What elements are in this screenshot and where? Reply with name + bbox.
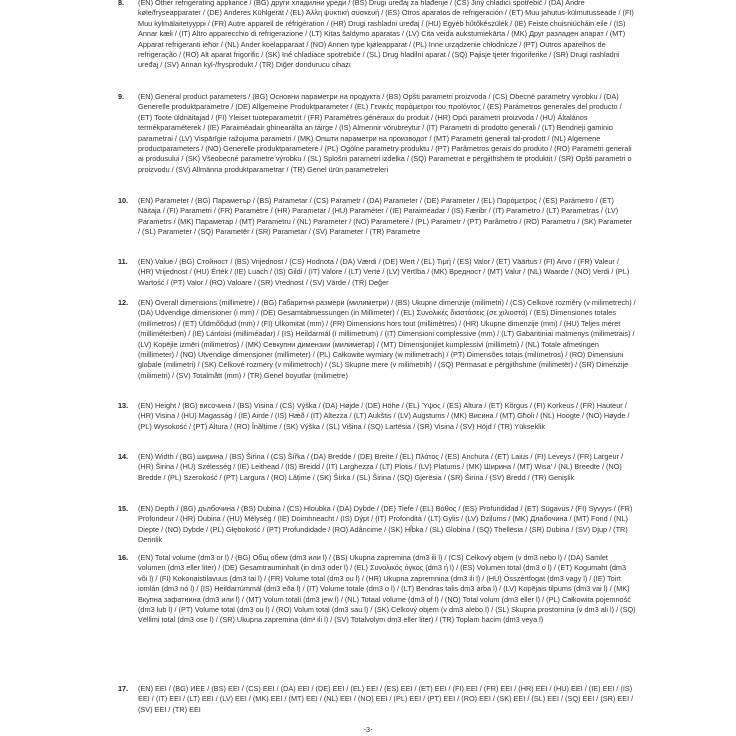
list-item (104, 504, 636, 546)
item-text: (EN) Overall dimensions (millimetre) / (BG) Габаритни размери (милиметри) / (BS) Ukupne dimenzije (milimetri) / (CS) Celkové rozměry (v milimetrech) / (DA) Udvendige dimensioner (i mm) / (DE) Gesamtabmessungen (in Millimeter) / (EL) Συνολικές διαστάσεις (σε χιλιοστά) / (ES) Dimensiones totales (milímetros) / (ET) Üldmõõdud (mm) / (FI) Ulkomitat (mm) / (FR) Dimensions hors tout (millimètres) / (HR) Ukupne dimenzije (mm) / (HU) Teljes méret (milliméterben) / (IE) Lántoisi (milliméadar) / (IS) Heildarmál (í millimetrum) / (IT) Dimensioni complessive (mm) / (LT) Gabaritiniai matmenys (milimetrais) / (LV) Kopējie izmēri (milimetros) / (MK) Севкупни димензии (милиметар) / (MT) Dimensjonijiet kumplessivi (millimetri) / (NL) Totale afmetingen (millimeter) / (NO) Utvendige dimensjoner (millimeter) / (PL) Całkowite wymiary (w milimetrach) / (PT) Dimensões totais (milímetros) / (RO) Dimensiuni globale (milimetri) / (SK) Celkové rozmery (v milimetroch) / (SL) Skupne mere (v milimetrih) / (SQ) Përmasat e përgjithshme (milimetër) / (SR) Dimenzije (milimetri) / (SV) Totalmått (mm) / (TR) Genel boyutlar (milimetre) (138, 298, 636, 380)
list-item (104, 401, 636, 432)
list-item (104, 553, 636, 626)
list-item (104, 257, 636, 288)
list-item (104, 196, 636, 238)
item-text: (EN) EEI / (BG) ИЕЕ / (BS) EEI / (CS) EEI / (DA) EEI / (DE) EEI / (EL) EEI / (ES) EEI / (ET) EEI / (FI) EEI / (FR) EEI / (HR) EEI / (HU) EEI / (IE) EEI / (IS) EEI / (IT) EEI / (LT) EEI / (LV) EEI / (MK) EEI / (MT) EEI / (NL) EEI / (NO) EEI / (PL) EEI / (PT) EEI / (RO) EEI / (SK) EEI / (SL) EEI / (SQ) EEI / (SR) EEI / (SV) EEI / (TR) EEI (138, 684, 634, 714)
item-text: (EN) Width / (BG) ширина / (BS) Širina / (CS) Šířka / (DA) Bredde / (DE) Breite / (EL) Πλάτος / (ES) Anchura / (ET) Laius / (FI) Leveys / (FR) Largeur / (HR) Širina / (HU) Szélesség / (IE) Leithead / (IS) Breidd / (IT) Larghezza / (LT) Plotis / (LV) Platums / (MK) Ширина / (MT) Wisa' / (NL) Breedte / (NO) Bredde / (PL) Szerokość / (PT) Largura / (RO) Lățime / (SK) Šírka / (SL) Širina / (SQ) Gjerësia / (SR) Širina / (SV) Bredd / (TR) Genişlik (138, 452, 624, 482)
item-number: 13. (118, 401, 129, 410)
item-number: 8. (118, 0, 125, 7)
item-text: (EN) Height / (BG) височина / (BS) Visina / (CS) Výška / (DA) Højde / (DE) Höhe / (EL) Ύψος / (ES) Altura / (ET) Kõrgus / (FI) Korkeus / (FR) Hauteur / (HR) Visina / (HU) Magasság / (IE) Airde / (IS) Hæð / (IT) Altezza / (LT) Aukštis / (LV) Augstums / (MK) Висина / (MT) Għoli / (NL) Hoogte / (NO) Høyde / (PL) Wysokość / (PT) Altura / (RO) Înălțime / (SK) Výška / (SL) Višina / (SQ) Lartësia / (SR) Visina / (SV) Höjd / (TR) Yükseklik (138, 401, 630, 431)
list-item (104, 92, 636, 175)
list-item (104, 298, 636, 381)
item-text: (EN) General product parameters / (BG) Основни параметри на продукта / (BS) Opšti parametri proizvoda / (CS) Obecné parametry výrobku / (DA) Generelle produktparametre / (DE) Allgemeine Produktparameter / (EL) Γενικές παράμετροι του προϊόντος / (ES) Parámetros generales del producto / (ET) Toote üldnäitajad / (FI) Yleiset tuoteparametrit / (FR) Paramètres généraux du produit / (HR) Opći parametri proizvoda / (HU) Általános termékparaméterek / (IE) Paraiméadair ghinearálta an táirge / (IS) Almennir vörubreytur / (IT) Parametri di prodotto generali / (LT) Bendrieji gaminio parametrai / (LV) Vispārīgie ražojuma parametri / (MK) Општи параметри на производот / (MT) Parametri ġenerali tal-prodott / (NL) Algemene productparameters / (NO) Generelle produktparametere / (PL) Ogólne parametry produktu / (PT) Parâmetros gerais do produto / (RO) Parametri generali ai produsului / (SK) Všeobecné parametre výrobku / (SL) Splošni parametri izdelka / (SQ) Parametrat e përgjithshëm të produktit / (SR) Opšti parametri o proizvodu / (SV) Allmänna produktparametrar / (TR) Genel ürün parametreleri (138, 92, 632, 174)
item-number: 11. (118, 257, 128, 266)
item-text: (EN) Depth / (BG) дълбочина / (BS) Dubina / (CS) Hloubka / (DA) Dybde / (DE) Tiefe / (EL) Βάθος / (ES) Profundidad / (ET) Sügavus / (FI) Syvyys / (FR) Profondeur / (HR) Dubina / (HU) Mélység / (IE) Doimhneacht / (IS) Dýpt / (IT) Profondità / (LT) Gylis / (LV) Dziļums / (MK) Длабочина / (MT) Fond / (NL) Diepte / (NO) Dybde / (PL) Głębokość / (PT) Profundidade / (RO) Adâncime / (SK) Hĺbka / (SL) Globina / (SQ) Thellësia / (SR) Dubina / (SV) Djup / (TR) Derinlik (138, 504, 633, 545)
item-text: (EN) Other refrigerating appliance / (BG) други хладилни уреди / (BS) Drugi uređaj za hlađenje / (CS) Jiný chladicí spotřebič / (DA) Andre køle/fryseapparater / (DE) Anderes Kühlgerät / (EL) Άλλη ψυκτική συσκευή / (ES) Otros aparatos de refrigeración / (ET) Muu jahutus-külmutusseade / (FI) Muu kylmälaitetyyppi / (FR) Autre appareil de réfrigération / (HR) Drugi rashladni uređaj / (HU) Egyéb hűtőkészülék / (IE) Feiste chuisniúcháin eile / (IS) Annar kæli / (IT) Altro apparecchio di refrigerazione / (LT) Kitas šaldymo aparatas / (LV) Cita veida aukstumiekārta / (MK) Друг разладен апарат / (MT) Apparat refriġeranti ieħor / (NL) Ander koelapparaat / (NO) Annen type kjøleapparat / (PL) Inne urządzenie chłodnicze / (PT) Outros aparelhos de refrigeração / (RO) Alt aparat frigorific / (SK) Iné chladiace spotrebiče / (SL) Drug hladilni aparat / (SQ) Pajisje tjetër frigoriferike / (SR) Drugi rashladni uređaj / (SV) Annan kyl-/frysprodukt / (TR) Diğer dondurucu cihazı (138, 0, 634, 70)
item-number: 10. (118, 196, 129, 205)
list-item (104, 684, 636, 715)
item-number: 9. (118, 92, 125, 101)
page-number: -3- (363, 725, 373, 734)
item-text: (EN) Parameter / (BG) Параметър / (BS) Parametar / (CS) Parametr / (DA) Parameter / (DE) Parameter / (EL) Παράμετρος / (ES) Parámetro / (ET) Näitaja / (FI) Parametri / (FR) Paramètre / (HR) Parametar / (HU) Paraméter / (IE) Paraiméadar / (IS) Færibr / (IT) Parametro / (LT) Parametras / (LV) Parametrs / (MK) Параметар / (MT) Parametru / (NL) Parameter / (NO) Parametere / (PL) Parametr / (PT) Parâmetro / (RO) Parametru / (SK) Parameter / (SL) Parameter / (SQ) Parametër / (SR) Parametar / (SV) Parameter / (TR) Parametre (138, 196, 633, 237)
item-text: (EN) Total volume (dm3 or l) / (BG) Общ обем (dm3 или l) / (BS) Ukupna zapremina (dm3 ili l) / (CS) Celkový objem (v dm3 nebo l) / (DA) Samlet volumen (dm3 eller liter) / (DE) Gesamtrauminhalt (in dm3 oder l) / (EL) Συνολικός όγκος (dm3 ή l) / (ES) Volumen total (dm3 o l) / (ET) Kogumaht (dm3 või l) / (FI) Kokonaistilavuus (dm3 tai l) / (FR) Volume total (dm3 ou l) / (HR) Ukupna zapremnina (dm3 ili l) / (HU) Összértfogat (dm3 vagy l) / (IE) Toirt iomlán (dm3 nó l) / (IS) Heildarrúmmál (dm3 eða l) / (IT) Volume totale (dm3 o l) / (LT) Bendras talis dm3 arba l) / (LV) Kopējais tilpums (dm3 vai l) / (MK) Вкупна зафатнина (dm3 или l) / (MT) Volum totali (dm3 jew l) / (NL) Totaal volume (dm3 of l) / (NO) Total volum (dm3 eller l) / (PL) Całkowita pojemność (dm3 lub l) / (PT) Volume total (dm3 ou l) / (RO) Volum total (dm3 sau l) / (SK) Celkový objem (v dm3 alebo l) / (SL) Skupna prostornina (v dm3 ali l) / (SQ) Vëllimi total (dm3 ose l) / (SR) Ukupna zapremina (dm³ ili l) / (SV) Totalvolym dm3 eller liter) / (TR) Toplam hacim (dm3 veya l) (138, 553, 636, 625)
item-number: 16. (118, 553, 129, 562)
item-number: 17. (118, 684, 129, 693)
item-text: (EN) Value / (BG) Стойност / (BS) Vrijednost / (CS) Hodnota / (DA) Værdi / (DE) Wert / (EL) Τιμή / (ES) Valor / (ET) Väärtus / (FI) Arvo / (FR) Valeur / (HR) Vrijednost / (HU) Érték / (IE) Luach / (IS) Gildi / (IT) Valore / (LT) Vertė / (LV) Vērtība / (MK) Вредност / (MT) Valur / (NL) Waarde / (NO) Verdi / (PL) Wartość / (PT) Valor / (RO) Valoare / (SR) Vrednost / (SV) Värde / (TR) Değer (138, 257, 630, 287)
item-number: 15. (118, 504, 129, 513)
item-number: 14. (118, 452, 129, 461)
item-number: 12. (118, 298, 129, 307)
list-item (104, 0, 636, 71)
list-item (104, 452, 636, 483)
